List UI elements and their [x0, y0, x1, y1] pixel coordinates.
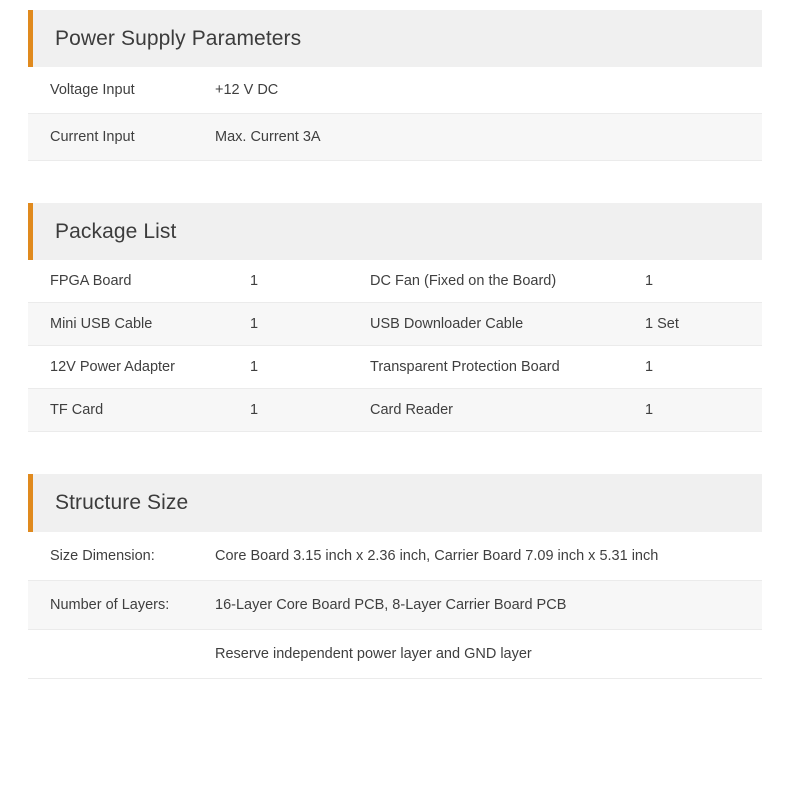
section-header-structure-size [28, 474, 762, 531]
row-value: Core Board 3.15 inch x 2.36 inch, Carrier Board 7.09 inch x 5.31 inch [215, 532, 762, 581]
section-spacer [0, 161, 790, 203]
row-label: Size Dimension: [28, 532, 215, 581]
package-item-qty: 1 [645, 346, 762, 389]
power-supply-table [28, 67, 762, 161]
package-item-name: Transparent Protection Board [370, 346, 645, 389]
row-label: Voltage Input [28, 67, 215, 114]
section-package-list [28, 203, 762, 432]
table-row [28, 389, 762, 432]
section-header-package-list [28, 203, 762, 260]
table-row [28, 532, 762, 581]
row-value: Max. Current 3A [215, 114, 762, 161]
table-row [28, 346, 762, 389]
package-item-name: FPGA Board [28, 260, 250, 303]
row-value: +12 V DC [215, 67, 762, 114]
structure-size-table [28, 532, 762, 679]
package-list-table [28, 260, 762, 432]
table-row [28, 303, 762, 346]
row-label: Current Input [28, 114, 215, 161]
table-row [28, 67, 762, 114]
top-spacer [0, 0, 790, 10]
row-label [28, 629, 215, 678]
package-item-qty: 1 [250, 389, 370, 432]
package-item-name: DC Fan (Fixed on the Board) [370, 260, 645, 303]
table-row [28, 114, 762, 161]
package-item-qty: 1 [250, 346, 370, 389]
row-value: Reserve independent power layer and GND layer [215, 629, 762, 678]
section-header-power-supply [28, 10, 762, 67]
package-item-qty: 1 [250, 303, 370, 346]
table-row [28, 580, 762, 629]
package-item-name: 12V Power Adapter [28, 346, 250, 389]
table-row [28, 629, 762, 678]
package-item-qty: 1 Set [645, 303, 762, 346]
package-item-qty: 1 [250, 260, 370, 303]
package-item-name: TF Card [28, 389, 250, 432]
section-spacer [0, 432, 790, 474]
package-item-name: Card Reader [370, 389, 645, 432]
section-structure-size [28, 474, 762, 678]
package-item-name: USB Downloader Cable [370, 303, 645, 346]
package-item-qty: 1 [645, 389, 762, 432]
section-title-package-list: Package List [55, 220, 177, 244]
row-value: 16-Layer Core Board PCB, 8-Layer Carrier Board PCB [215, 580, 762, 629]
section-title-power-supply: Power Supply Parameters [55, 27, 302, 50]
package-item-qty: 1 [645, 260, 762, 303]
package-item-name: Mini USB Cable [28, 303, 250, 346]
row-label: Number of Layers: [28, 580, 215, 629]
section-power-supply-parameters [28, 10, 762, 161]
table-row [28, 260, 762, 303]
section-title-structure-size: Structure Size [55, 491, 189, 515]
